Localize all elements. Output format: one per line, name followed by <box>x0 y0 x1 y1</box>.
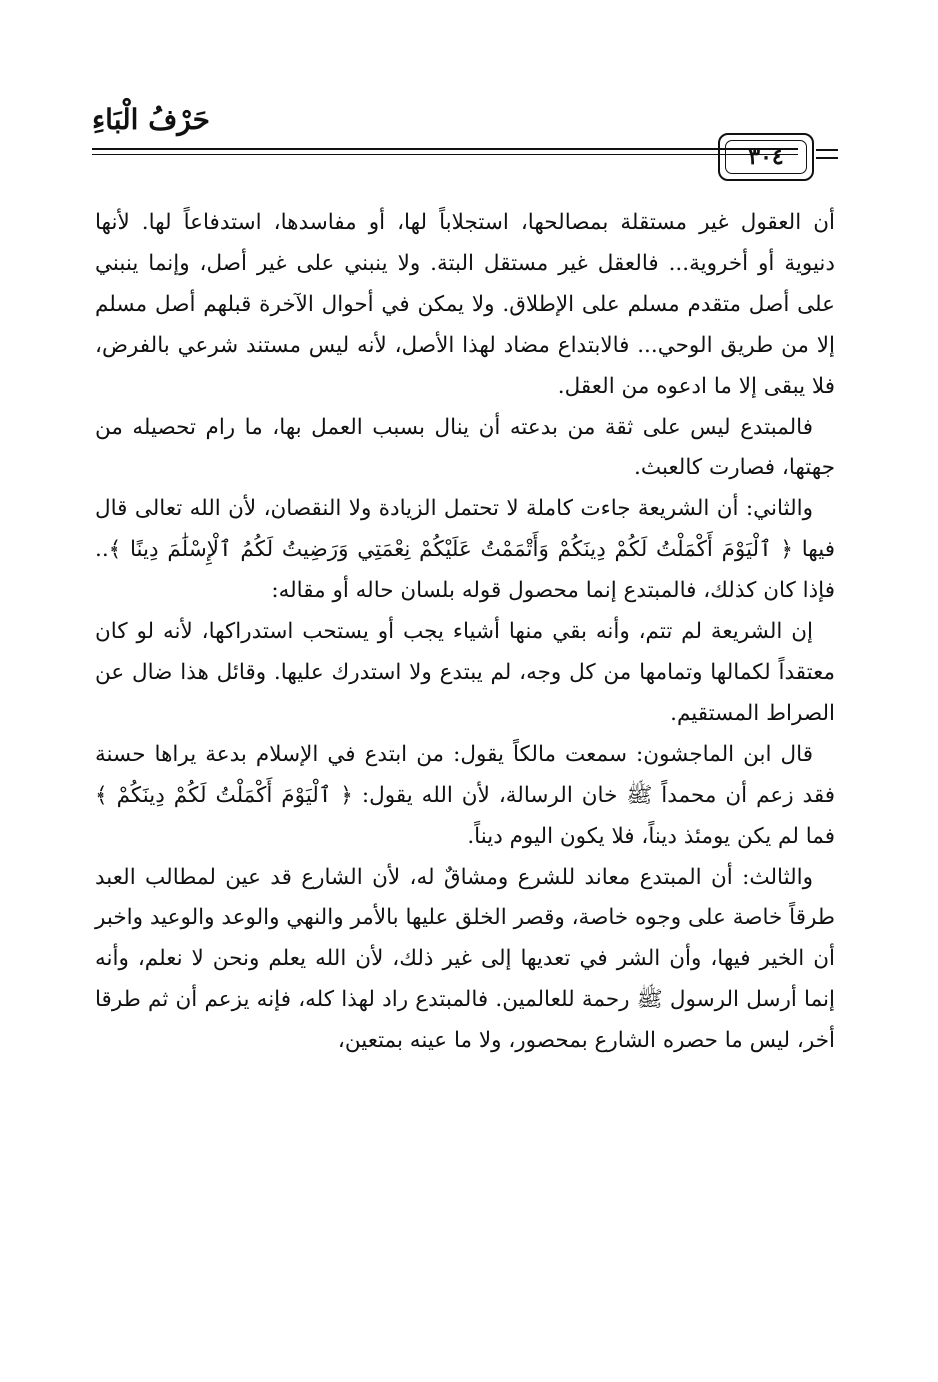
paragraph: إن الشريعة لم تتم، وأنه بقي منها أشياء يجب أو يستحب استدراكها، لأنه لو كان معتقداً لكمالها وتمامها من كل وجه، لم يبتدع ولا استدرك عليها. وقائل هذا ضال عن الصراط المستقيم. <box>95 619 835 726</box>
page-number: ٣٠٤ <box>725 140 807 174</box>
header-rule-thick <box>92 148 798 150</box>
page-number-frame <box>718 133 814 181</box>
header-rule-tail-upper <box>816 149 838 151</box>
page-header <box>0 0 938 190</box>
paragraph: فالمبتدع ليس على ثقة من بدعته أن ينال بسبب العمل بها، ما رام تحصيله من جهتها، فصارت كالعبث. <box>95 414 835 481</box>
header-rule-thin <box>92 154 798 155</box>
running-title: حَرْفُ الْبَاءِ <box>92 103 210 136</box>
paragraph: والثاني: أن الشريعة جاءت كاملة لا تحتمل الزيادة ولا النقصان، لأن الله تعالى قال فيها ﴿ ٱلْيَوْمَ أَكْمَلْتُ لَكُمْ دِينَكُمْ وَأَتْمَمْتُ عَلَيْكُمْ نِعْمَتِي وَرَضِيتُ لَكُمُ ٱلْإِسْلَٰمَ دِينًا ﴾.. فإذا كان كذلك، فالمبتدع إنما محصول قوله بلسان حاله أو مقاله: <box>95 496 835 604</box>
paragraph: أن العقول غير مستقلة بمصالحها، استجلاباً لها، أو مفاسدها، استدفاعاً لها. لأنها دنيوية أو أخروية... فالعقل غير مستقل البتة. ولا ينبني على غير أصل، وإنما ينبني على أصل متقدم مسلم على الإطلاق. ولا يمكن في أحوال الآخرة قبلهم أصل مسلم إلا من طريق الوحي... فالابتداع مضاد لهذا الأصل، لأنه ليس مستند شرعي بالفرض، فلا يبقى إلا ما ادعوه من العقل. <box>95 210 835 399</box>
page-body <box>95 203 835 1062</box>
paragraph: والثالث: أن المبتدع معاند للشرع ومشاقٌ له، لأن الشارع قد عين لمطالب العبد طرقاً خاصة على وجوه خاصة، وقصر الخلق عليها بالأمر والنهي والوعد والوعيد واخبر أن الخير فيها، وأن الشر في تعديها إلى غير ذلك، لأن الله يعلم ونحن لا نعلم، وأنه إنما أرسل الرسول ﷺ رحمة للعالمين. فالمبتدع راد لهذا كله، فإنه يزعم أن ثم طرقا أخر، ليس ما حصره الشارع بمحصور، ولا ما عينه بمتعين، <box>95 864 835 1054</box>
header-rule-tail-lower <box>816 157 838 159</box>
paragraph: قال ابن الماجشون: سمعت مالكاً يقول: من ابتدع في الإسلام بدعة يراها حسنة فقد زعم أن محمداً ﷺ خان الرسالة، لأن الله يقول: ﴿ ٱلْيَوْمَ أَكْمَلْتُ لَكُمْ دِينَكُمْ ﴾ فما لم يكن يومئذ ديناً، فلا يكون اليوم ديناً. <box>95 741 835 849</box>
